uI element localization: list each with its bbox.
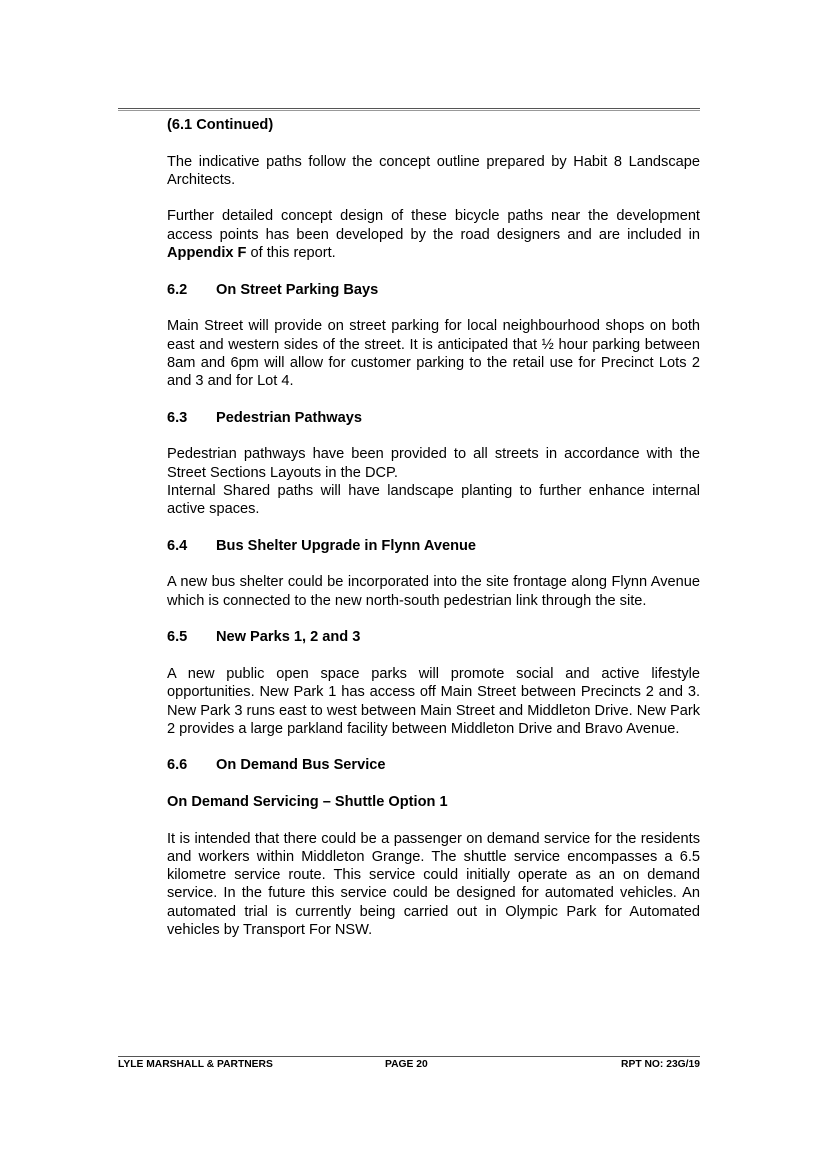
section-title: Bus Shelter Upgrade in Flynn Avenue bbox=[216, 537, 477, 554]
section-heading-6-5 bbox=[167, 628, 700, 646]
section-heading-6-3 bbox=[167, 409, 700, 427]
header-rule bbox=[118, 108, 700, 111]
paragraph-bus-shelter: A new bus shelter could be incorporated into the site frontage along Flynn Avenue which is connected to the new north-south pedestrian link through the site. bbox=[167, 574, 700, 609]
paragraph-indicative-paths: The indicative paths follow the concept outline prepared by Habit 8 Landscape Architects. bbox=[167, 153, 700, 188]
appendix-reference: Appendix F bbox=[167, 245, 247, 262]
section-heading-6-4 bbox=[167, 537, 700, 555]
paragraph-pedestrian-2: Internal Shared paths will have landscape planting to further enhance internal active spaces. bbox=[167, 482, 700, 518]
paragraph-pedestrian-1: Pedestrian pathways have been provided to all streets in accordance with the Street Sections Layouts in the DCP. bbox=[167, 446, 700, 481]
section-title: On Street Parking Bays bbox=[216, 281, 379, 298]
footer-report-number: RPT NO: 23G/19 bbox=[621, 1059, 700, 1070]
page-body bbox=[167, 116, 700, 958]
footer-rule bbox=[118, 1056, 700, 1057]
paragraph-parks: A new public open space parks will promote social and active lifestyle opportunities. New Park 1 has access off Main Street between Precincts 2 and 3. New Park 3 runs east to west between Main Street and Middleton Drive. New Park 2 provides a large parkland facility between Middleton Drive and Bravo Avenue. bbox=[167, 665, 700, 737]
section-number: 6.5 bbox=[167, 629, 188, 646]
section-number: 6.2 bbox=[167, 281, 188, 298]
text: Further detailed concept design of these bicycle paths near the development access points has been developed by the road designers and are included in bbox=[167, 208, 700, 243]
paragraph-shuttle: It is intended that there could be a passenger on demand service for the residents and workers within Middleton Grange. The shuttle service encompasses a 6.5 kilometre service route. This service could initially operate as an on demand service. In the future this service could be designed for automated vehicles. An automated trial is currently being carried out in Olympic Park for Automated vehicles by Transport For NSW. bbox=[167, 830, 700, 939]
subheading-shuttle: On Demand Servicing – Shuttle Option 1 bbox=[167, 793, 448, 810]
footer-page-number: PAGE 20 bbox=[385, 1059, 428, 1070]
section-number: 6.3 bbox=[167, 409, 188, 426]
section-title: New Parks 1, 2 and 3 bbox=[216, 629, 361, 646]
section-title: On Demand Bus Service bbox=[216, 757, 386, 774]
footer-company: LYLE MARSHALL & PARTNERS bbox=[118, 1059, 273, 1070]
paragraph-parking: Main Street will provide on street parking for local neighbourhood shops on both east and western sides of the street. It is anticipated that ½ hour parking between 8am and 6pm will allow for customer parking to the retail use for Precinct Lots 2 and 3 and for Lot 4. bbox=[167, 318, 700, 390]
section-heading-6-6 bbox=[167, 756, 700, 774]
section-title: Pedestrian Pathways bbox=[216, 409, 363, 426]
section-number: 6.6 bbox=[167, 757, 188, 774]
section-number: 6.4 bbox=[167, 537, 188, 554]
section-heading-6-2 bbox=[167, 281, 700, 299]
page-footer bbox=[118, 1059, 700, 1070]
continued-heading: (6.1 Continued) bbox=[167, 117, 274, 133]
paragraph-concept-design bbox=[167, 207, 700, 262]
text: of this report. bbox=[246, 245, 336, 262]
